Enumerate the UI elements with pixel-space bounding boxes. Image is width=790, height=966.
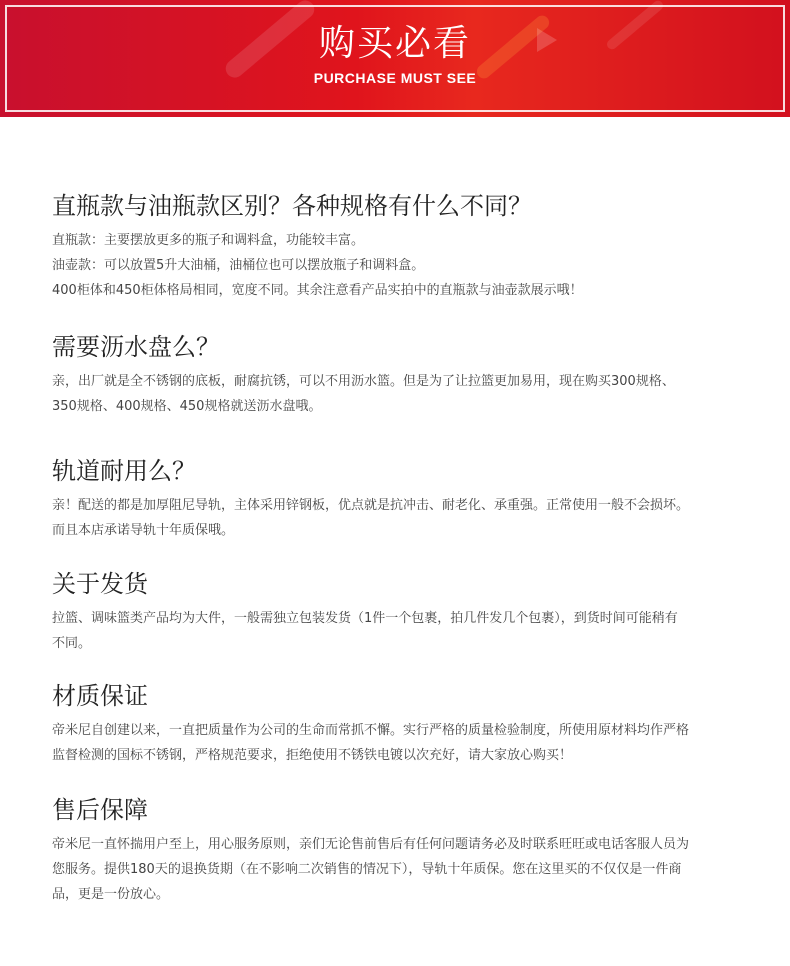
section-text-line: 直瓶款：主要摆放更多的瓶子和调料盒，功能较丰富。 [52, 233, 365, 248]
section-text-line: 拉篮、调味篮类产品均为大件，一般需独立包装发货（1件一个包裹，拍几件发几个包裹），到货时间可能稍有 [52, 611, 678, 626]
section-text-line: 帝米尼一直怀揣用户至上，用心服务原则，亲们无论售前售后有任何问题请务必及时联系旺旺或电话客服人员为 [52, 837, 690, 852]
section-text-line: 监督检测的国标不锈钢，严格规范要求，拒绝使用不锈铁电镀以次充好，请大家放心购买！ [52, 748, 573, 763]
section-shipping [52, 568, 752, 656]
section-heading: 直瓶款与油瓶款区别？各种规格有什么不同？ [52, 192, 532, 220]
section-drain-tray [52, 331, 752, 419]
section-bottle-difference [52, 190, 752, 303]
section-heading: 需要沥水盘么？ [52, 333, 220, 361]
section-text-line: 而且本店承诺导轨十年质保哦。 [52, 523, 235, 538]
banner-title: 购买必看 [318, 23, 471, 64]
purchase-banner [0, 0, 790, 117]
section-after-sales [52, 794, 752, 907]
section-text-line: 400柜体和450柜体格局相同，宽度不同。其余注意看产品实拍中的直瓶款与油壶款展示哦！ [52, 283, 583, 298]
section-heading: 售后保障 [52, 796, 148, 824]
section-text-line: 亲！配送的都是加厚阻尼导轨，主体采用锌钢板，优点就是抗冲击、耐老化、承重强。正常使用一般不会损坏。 [52, 498, 690, 513]
section-text-line: 品，更是一份放心。 [52, 887, 170, 902]
section-heading: 关于发货 [52, 570, 148, 598]
section-text-line: 不同。 [52, 636, 92, 651]
section-heading: 材质保证 [52, 682, 148, 710]
section-text-line: 帝米尼自创建以来，一直把质量作为公司的生命而常抓不懈。实行严格的质量检验制度，所使用原材料均作严格 [52, 723, 690, 738]
section-text-line: 油壶款：可以放置5升大油桶，油桶位也可以摆放瓶子和调料盒。 [52, 258, 425, 273]
section-text-line: 350规格、400规格、450规格就送沥水盘哦。 [52, 399, 322, 414]
banner-subtitle: PURCHASE MUST SEE [313, 70, 477, 86]
section-rail-durability [52, 455, 752, 543]
section-text-line: 您服务。提供180天的退换货期（在不影响二次销售的情况下），导轨十年质保。您在这里买的不仅仅是一件商 [52, 862, 682, 877]
section-heading: 轨道耐用么？ [52, 457, 196, 485]
section-material-guarantee [52, 680, 752, 768]
section-text-line: 亲，出厂就是全不锈钢的底板，耐腐抗锈，可以不用沥水篮。但是为了让拉篮更加易用，现在购买300规格、 [52, 374, 675, 389]
